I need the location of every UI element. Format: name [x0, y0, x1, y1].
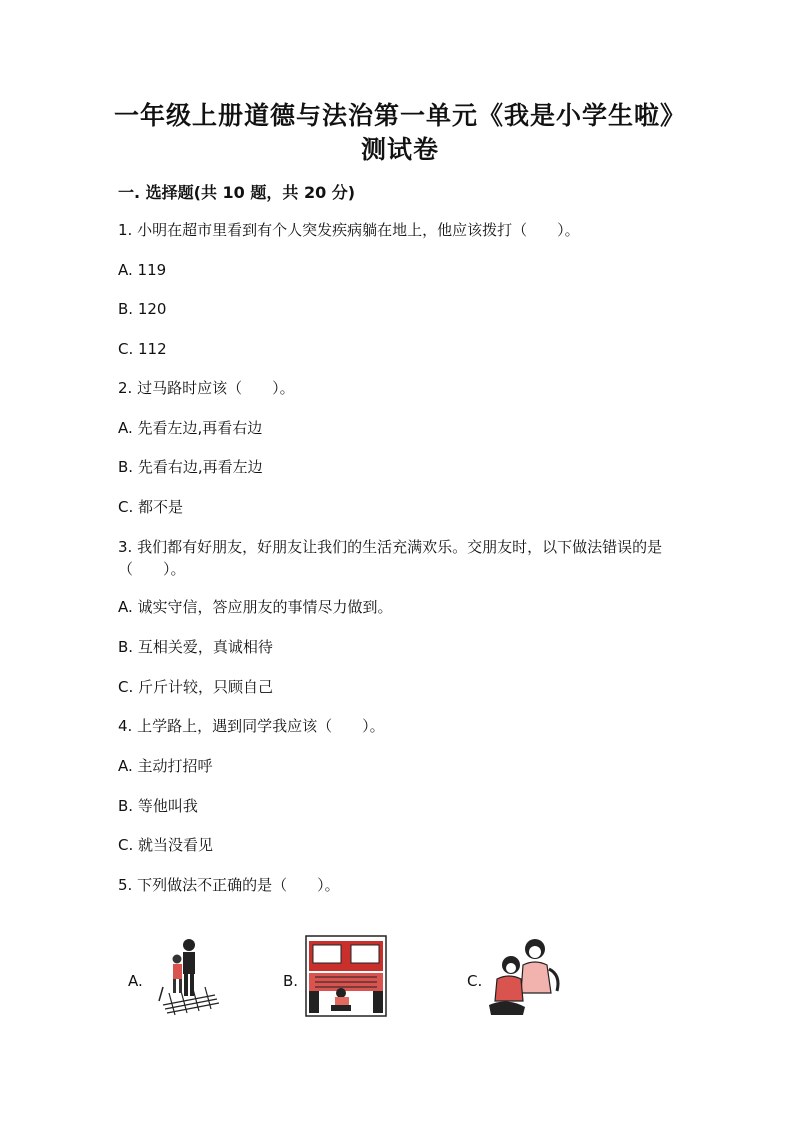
- question-1: 1. 小明在超市里看到有个人突发疾病躺在地上，他应该拨打（ ）。: [118, 221, 580, 239]
- q5-option-c-label: C.: [467, 972, 483, 990]
- page-title-line2: 测试卷: [360, 135, 439, 164]
- question-3: 3. 我们都有好朋友，好朋友让我们的生活充满欢乐。交朋友时，以下做法错误的是（ ）。: [118, 538, 663, 578]
- q2-option-c: C. 都不是: [118, 498, 184, 516]
- q2-option-b: B. 先看右边,再看左边: [118, 458, 263, 476]
- q1-option-a: A. 119: [118, 261, 167, 279]
- q5-option-c-illustration: [487, 935, 567, 1017]
- question-4: 4. 上学路上，遇到同学我应该（ ）。: [118, 717, 385, 735]
- question-2: 2. 过马路时应该（ ）。: [118, 379, 295, 397]
- q3-option-b: B. 互相关爱，真诚相待: [118, 638, 273, 656]
- page-title-line1: 一年级上册道德与法治第一单元《我是小学生啦》: [113, 101, 686, 130]
- q5-option-b-label: B.: [283, 972, 299, 990]
- q3-option-c: C. 斤斤计较，只顾自己: [118, 678, 274, 696]
- q4-option-c: C. 就当没看见: [118, 836, 214, 854]
- q4-option-b: B. 等他叫我: [118, 797, 198, 815]
- question-5: 5. 下列做法不正确的是（ ）。: [118, 876, 340, 894]
- q1-option-b: B. 120: [118, 300, 167, 318]
- q4-option-a: A. 主动打招呼: [118, 757, 213, 775]
- q5-option-a-label: A.: [128, 972, 143, 990]
- q5-option-a-illustration: [155, 935, 227, 1017]
- q5-option-b-illustration: [305, 935, 387, 1017]
- q1-option-c: C. 112: [118, 340, 167, 358]
- q2-option-a: A. 先看左边,再看右边: [118, 419, 263, 437]
- q3-option-a: A. 诚实守信，答应朋友的事情尽力做到。: [118, 598, 393, 616]
- section-header: 一. 选择题(共 10 题，共 20 分): [118, 183, 356, 202]
